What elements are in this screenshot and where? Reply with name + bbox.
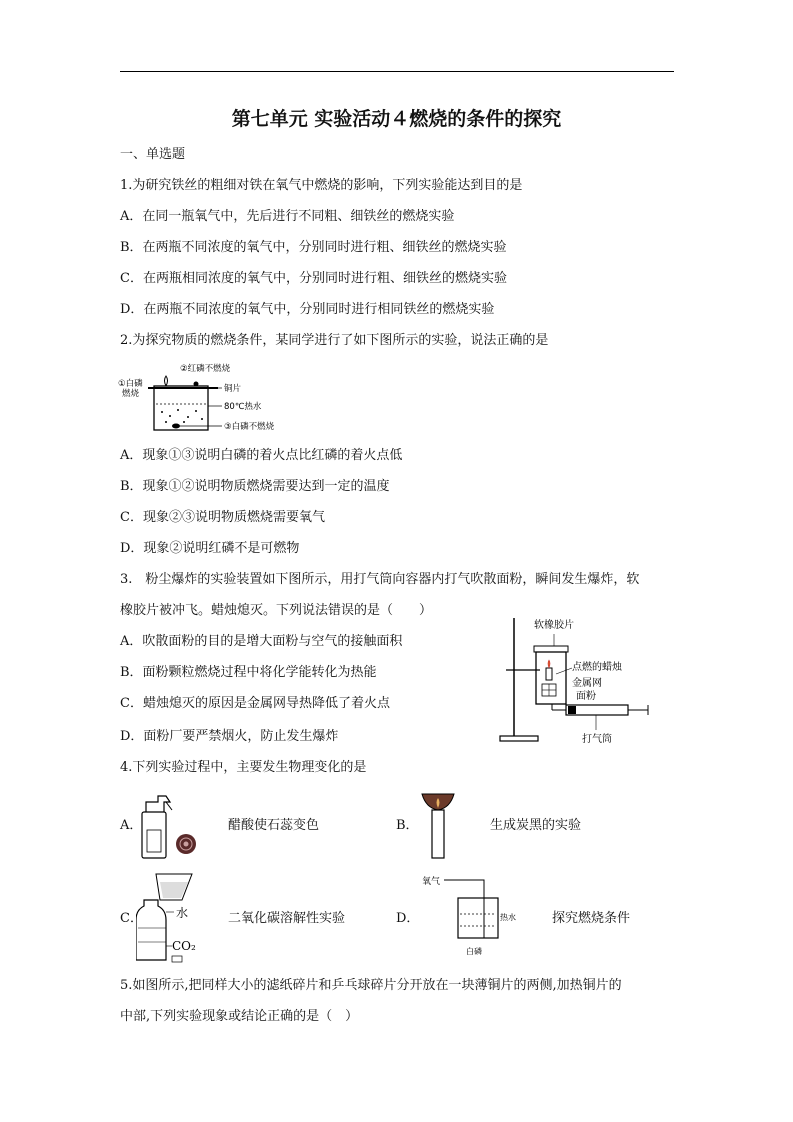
label-water: 水 [176, 906, 189, 920]
section-heading: 一、单选题 [120, 147, 186, 162]
question-2-option-c: C．现象②③说明物质燃烧需要氧气 [120, 510, 325, 525]
label-white-p-d: 白磷 [466, 947, 482, 956]
question-3-option-b: B．面粉颗粒燃烧过程中将化学能转化为热能 [120, 665, 377, 680]
label-candle: 点燃的蜡烛 [572, 662, 622, 673]
question-2-stem: 2.为探究物质的燃烧条件，某同学进行了如下图所示的实验，说法正确的是 [120, 333, 549, 348]
question-2-option-a: A．现象①③说明白磷的着火点比红磷的着火点低 [120, 448, 403, 463]
page-title: 第七单元 实验活动４燃烧的条件的探究 [231, 108, 562, 130]
question-5-stem-line1: 5.如图所示,把同样大小的滤纸碎片和乒乓球碎片分开放在一块薄铜片的两侧,加热铜片的 [120, 978, 622, 993]
question-1-option-a: A．在同一瓶氧气中，先后进行不同粗、细铁丝的燃烧实验 [120, 209, 455, 224]
question-1-stem: 1.为研究铁丝的粗细对铁在氧气中燃烧的影响，下列实验能达到目的是 [120, 178, 523, 193]
question-3-stem-line1: 3. 粉尘爆炸的实验装置如下图所示，用打气筒向容器内打气吹散面粉，瞬间发生爆炸，软 [120, 572, 640, 587]
candle-dish-figure [418, 786, 458, 862]
q4-option-d-letter: D． [396, 911, 420, 926]
label-rubber: 软橡胶片 [534, 620, 574, 631]
question-1-option-b: B．在两瓶不同浓度的氧气中，分别同时进行粗、细铁丝的燃烧实验 [120, 240, 507, 255]
q4-option-c-letter: C． [120, 911, 143, 926]
question-3-option-a: A．吹散面粉的目的是增大面粉与空气的接触面积 [120, 634, 403, 649]
co2-bottle-figure [136, 868, 206, 966]
question-2-option-b: B．现象①②说明物质燃烧需要达到一定的温度 [120, 479, 390, 494]
q4-option-b-caption: 生成炭黑的实验 [490, 818, 582, 833]
label-burn: 燃烧 [122, 389, 140, 399]
spray-bottle-figure [138, 786, 208, 862]
label-co2: CO₂ [172, 939, 196, 953]
label-flour: 面粉 [576, 691, 596, 702]
question-2-option-d: D．现象②说明红磷不是可燃物 [120, 541, 300, 556]
q4-option-b-letter: B． [396, 818, 419, 833]
label-pump: 打气筒 [582, 734, 612, 745]
q4-option-d-caption: 探究燃烧条件 [552, 911, 631, 926]
question-4-stem: 4.下列实验过程中，主要发生物理变化的是 [120, 760, 367, 775]
question-5-stem-line2: 中部,下列实验现象或结论正确的是（ ） [120, 1009, 359, 1024]
label-copper: 铜片 [224, 384, 242, 394]
label-hot-water-d: 热水 [500, 913, 516, 922]
label-white-p-3: ③白磷不燃烧 [224, 422, 275, 432]
question-1-option-c: C．在两瓶相同浓度的氧气中，分别同时进行粗、细铁丝的燃烧实验 [120, 271, 507, 286]
combustion-beaker-figure [422, 872, 526, 958]
header-rule [120, 71, 674, 72]
dust-explosion-figure [496, 612, 666, 746]
q4-option-c-caption: 二氧化碳溶解性实验 [228, 911, 346, 926]
label-white-p-1: ①白磷 [118, 379, 143, 389]
label-oxygen: 氧气 [422, 877, 441, 887]
question-3-stem-line2: 橡胶片被冲飞。蜡烛熄灭。下列说法错误的是（ ） [120, 603, 433, 618]
label-hot-water: 80℃热水 [224, 402, 262, 412]
question-1-option-d: D．在两瓶不同浓度的氧气中，分别同时进行相同铁丝的燃烧实验 [120, 302, 495, 317]
q4-option-a-caption: 醋酸使石蕊变色 [228, 818, 320, 833]
phosphorus-beaker-figure [118, 362, 278, 434]
q4-option-a-letter: A． [120, 818, 143, 833]
question-3-option-c: C．蜡烛熄灭的原因是金属网导热降低了着火点 [120, 696, 390, 711]
label-red-p: ②红磷不燃烧 [180, 364, 231, 374]
question-3-option-d: D．面粉厂要严禁烟火，防止发生爆炸 [120, 729, 339, 744]
label-mesh: 金属网 [572, 678, 602, 689]
